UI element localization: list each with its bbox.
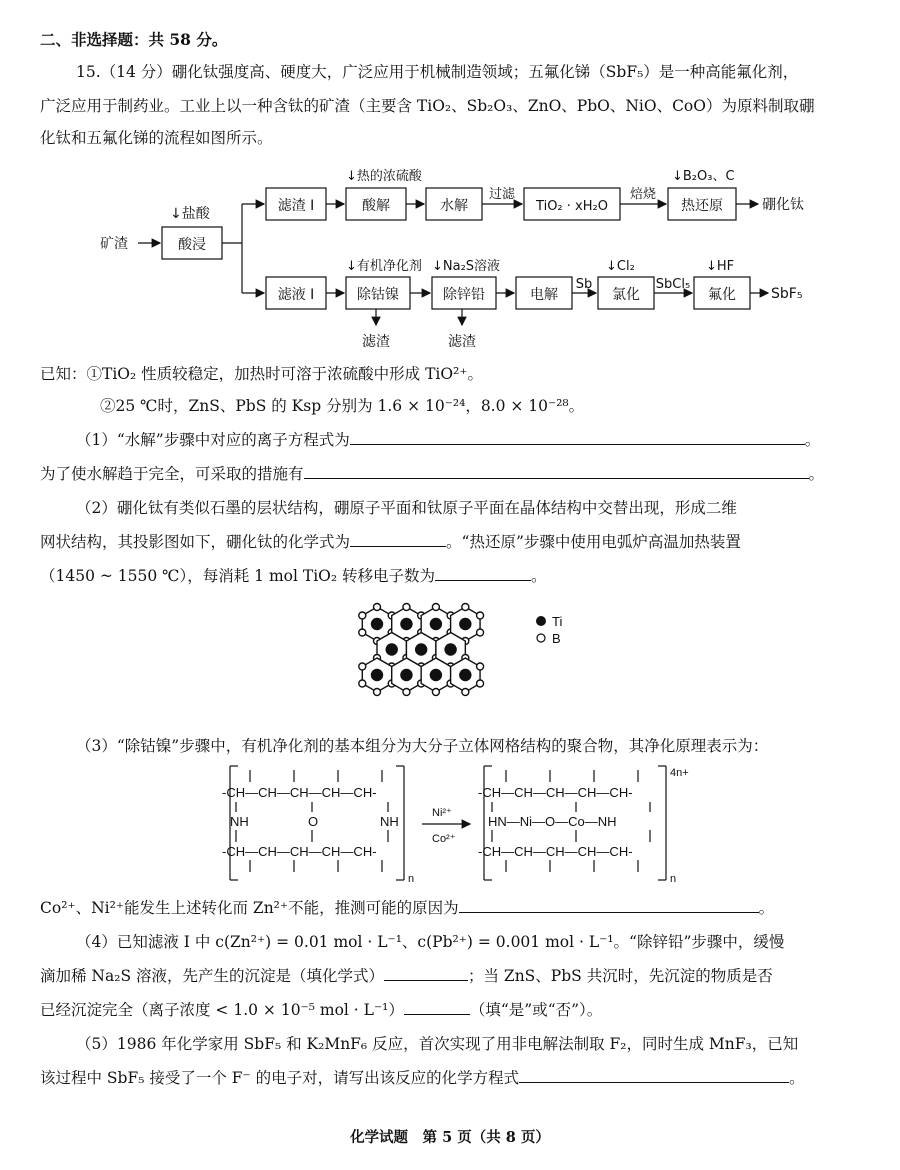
fc-acidolysis: 酸解 (362, 198, 390, 214)
polymer-right-bottom-chain: -CH—CH—CH—CH—CH- (478, 844, 633, 859)
known-2: ②25 ℃时，ZnS、PbS 的 Ksp 分别为 1.6 × 10⁻²⁴，8.0 × 10⁻²⁸。 (100, 397, 585, 415)
fc-start: 矿渣 (100, 236, 128, 252)
boron-atom (432, 604, 439, 611)
titanium-atom (401, 619, 412, 630)
boron-atom (462, 604, 469, 611)
boron-atom (359, 629, 366, 636)
boron-atom (477, 612, 484, 619)
boron-atom (477, 629, 484, 636)
boron-atom (374, 689, 381, 696)
fc-reagent-purifier: ↓有机净化剂 (346, 259, 422, 274)
titanium-atom (386, 644, 397, 655)
page-footer: 化学试题 第 5 页（共 8 页） (350, 1129, 550, 1146)
titanium-atom (430, 670, 441, 681)
fc-remove-zn-pb: 除锌铅 (443, 287, 485, 303)
legend-ti-marker (536, 616, 546, 626)
boron-atom (359, 680, 366, 687)
q2-prompt-reduction: 。“热还原”步骤中使用电弧炉高温加热装置 (446, 533, 741, 551)
q1-line-a: （1）“水解”步骤中对应的离子方程式为 。 (76, 431, 821, 449)
fc-leach-reagent: ↓盐酸 (170, 206, 210, 222)
q2-prompt-electrons: （1450 ~ 1550 ℃），每消耗 1 mol TiO₂ 转移电子数为 (40, 567, 436, 585)
q5-prompt: 该过程中 SbF₅ 接受了一个 F⁻ 的电子对，请写出该反应的化学方程式 (40, 1069, 520, 1087)
q4-prompt-precipitate: 滴加稀 Na₂S 溶液，先产生的沉淀是（填化学式） (40, 967, 384, 985)
reaction-ion-co: Co²⁺ (432, 833, 456, 845)
legend-ti: Ti (552, 614, 563, 629)
boron-atom (477, 680, 484, 687)
legend-b: B (552, 631, 561, 646)
boron-atom (462, 689, 469, 696)
q4-prompt-complete: 已经沉淀完全（离子浓度 < 1.0 × 10⁻⁵ mol · L⁻¹） (40, 1001, 404, 1019)
q15-intro-line-1: 15.（14 分）硼化钛强度高、硬度大，广泛应用于机械制造领域；五氟化锑（SbF₅）是一种高能氟化剂， (76, 63, 799, 81)
fc-reagent-cl2: ↓Cl₂ (606, 259, 635, 274)
fc-electrolysis: 电解 (530, 287, 558, 303)
fc-reagent-h2so4: ↓热的浓硫酸 (346, 169, 422, 184)
fc-reagent-b2o3: ↓B₂O₃、C (672, 169, 735, 184)
polymer-left-nh-2: NH (380, 814, 399, 829)
fc-sb-label: Sb (575, 277, 593, 292)
fc-filtrate-1: 滤液 I (277, 287, 315, 303)
q4-line-b (40, 966, 882, 986)
fc-leach: 酸浸 (178, 237, 206, 253)
q4-answer-blank-yesno[interactable] (404, 1000, 470, 1015)
fc-fluorination: 氟化 (708, 287, 736, 303)
polymer-left-nh-1: NH (230, 814, 249, 829)
process-flowchart (0, 155, 900, 355)
fc-filter-label: 过滤 (488, 187, 516, 202)
titanium-atom (460, 670, 471, 681)
q2-answer-blank-electrons[interactable] (435, 566, 531, 581)
polymer-reaction-diagram (200, 762, 720, 888)
boron-atom (403, 689, 410, 696)
fc-waste-2: 滤渣 (448, 334, 476, 350)
q1-answer-blank-2[interactable] (304, 464, 809, 479)
q4-prompt-coprecipitation: ；当 ZnS、PbS 共沉时，先沉淀的物质是否 (468, 967, 773, 985)
boron-atom (477, 663, 484, 670)
q1-prompt: （1）“水解”步骤中对应的离子方程式为 (76, 431, 350, 449)
fc-remove-co-ni: 除钴镍 (357, 287, 399, 303)
titanium-atom (401, 670, 412, 681)
polymer-right-n: n (670, 873, 677, 885)
boron-atom (432, 689, 439, 696)
q4-prompt-yesno: （填“是”或“否”）。 (469, 1001, 603, 1019)
fc-chlorination: 氯化 (612, 287, 640, 303)
fc-thermal-reduction: 热还原 (681, 198, 723, 214)
q5-answer-blank[interactable] (519, 1068, 789, 1083)
polymer-left-o: O (308, 814, 319, 829)
polymer-left-n: n (408, 873, 415, 885)
polymer-right-metal-link: HN—Ni—O—Co—NH (488, 814, 617, 829)
fc-residue-1: 滤渣 I (277, 198, 315, 214)
q1-line-b: 为了使水解趋于完全，可采取的措施有 。 (40, 465, 825, 483)
q15-intro-line-2: 广泛应用于制药业。工业上以一种含钛的矿渣（主要含 TiO₂、Sb₂O₃、ZnO、PbO、NiO、CoO）为原料制取硼 (40, 97, 815, 115)
fc-tio2-hydrate: TiO₂ · xH₂O (536, 199, 608, 214)
boron-atom (374, 604, 381, 611)
q2-line-c: （1450 ~ 1550 ℃），每消耗 1 mol TiO₂ 转移电子数为 。 (40, 567, 547, 585)
polymer-charge: 4n+ (670, 767, 689, 779)
fc-reagent-hf: ↓HF (706, 259, 735, 274)
q5-line-a: （5）1986 年化学家用 SbF₅ 和 K₂MnF₆ 反应，首次实现了用非电解法制取 F₂，同时生成 MnF₃，已知 (76, 1035, 799, 1053)
titanium-atom (372, 670, 383, 681)
q3-prompt: Co²⁺、Ni²⁺能发生上述转化而 Zn²⁺不能，推测可能的原因为 (40, 899, 459, 917)
q4-line-c (40, 1000, 882, 1020)
polymer-right-top-chain: -CH—CH—CH—CH—CH- (478, 785, 633, 800)
titanium-atom (460, 619, 471, 630)
q2-line-b (40, 532, 882, 552)
q5-line-b: 该过程中 SbF₅ 接受了一个 F⁻ 的电子对，请写出该反应的化学方程式 。 (40, 1069, 805, 1087)
q2-answer-blank-formula[interactable] (350, 532, 446, 547)
known-1: 已知：①TiO₂ 性质较稳定，加热时可溶于浓硫酸中形成 TiO²⁺。 (40, 365, 483, 383)
q1-answer-blank-1[interactable] (350, 430, 805, 445)
titanium-boride-lattice (340, 596, 600, 716)
q15-intro-line-3: 化钛和五氟化锑的流程如图所示。 (40, 129, 273, 147)
q2-prompt-formula: 网状结构，其投影图如下，硼化钛的化学式为 (40, 533, 351, 551)
section-title: 二、非选择题：共 58 分。 (40, 30, 228, 49)
fc-roast-label: 焙烧 (629, 187, 657, 202)
boron-atom (403, 604, 410, 611)
fc-hydrolysis: 水解 (440, 198, 468, 214)
boron-atom (359, 612, 366, 619)
q1b-prompt: 为了使水解趋于完全，可采取的措施有 (40, 465, 304, 483)
q4-line-a: （4）已知滤液 I 中 c(Zn²⁺) = 0.01 mol · L⁻¹、c(Pb²⁺) = 0.001 mol · L⁻¹。“除锌铅”步骤中，缓慢 (76, 933, 785, 951)
polymer-left-top-chain: -CH—CH—CH—CH—CH- (222, 785, 377, 800)
titanium-atom (372, 619, 383, 630)
reaction-ion-ni: Ni²⁺ (432, 807, 452, 819)
titanium-atom (445, 644, 456, 655)
fc-product-boride: 硼化钛 (762, 197, 804, 213)
q3-line-b: Co²⁺、Ni²⁺能发生上述转化而 Zn²⁺不能，推测可能的原因为 。 (40, 899, 775, 917)
q3-answer-blank[interactable] (459, 898, 759, 913)
q2-line-a: （2）硼化钛有类似石墨的层状结构，硼原子平面和钛原子平面在晶体结构中交替出现，形成二维 (76, 499, 737, 517)
q4-answer-blank-precipitate[interactable] (384, 966, 468, 981)
polymer-left-bottom-chain: -CH—CH—CH—CH—CH- (222, 844, 377, 859)
fc-sbcl5-label: SbCl₅ (655, 277, 691, 292)
boron-atom (359, 663, 366, 670)
legend-b-marker (537, 634, 545, 642)
fc-reagent-na2s: ↓Na₂S溶液 (432, 259, 501, 274)
q3-line: （3）“除钴镍”步骤中，有机净化剂的基本组分为大分子立体网格结构的聚合物，其净化原理表示为： (76, 737, 769, 755)
titanium-atom (430, 619, 441, 630)
fc-product-sbf5: SbF₅ (771, 286, 803, 302)
titanium-atom (416, 644, 427, 655)
fc-waste-1: 滤渣 (362, 334, 390, 350)
